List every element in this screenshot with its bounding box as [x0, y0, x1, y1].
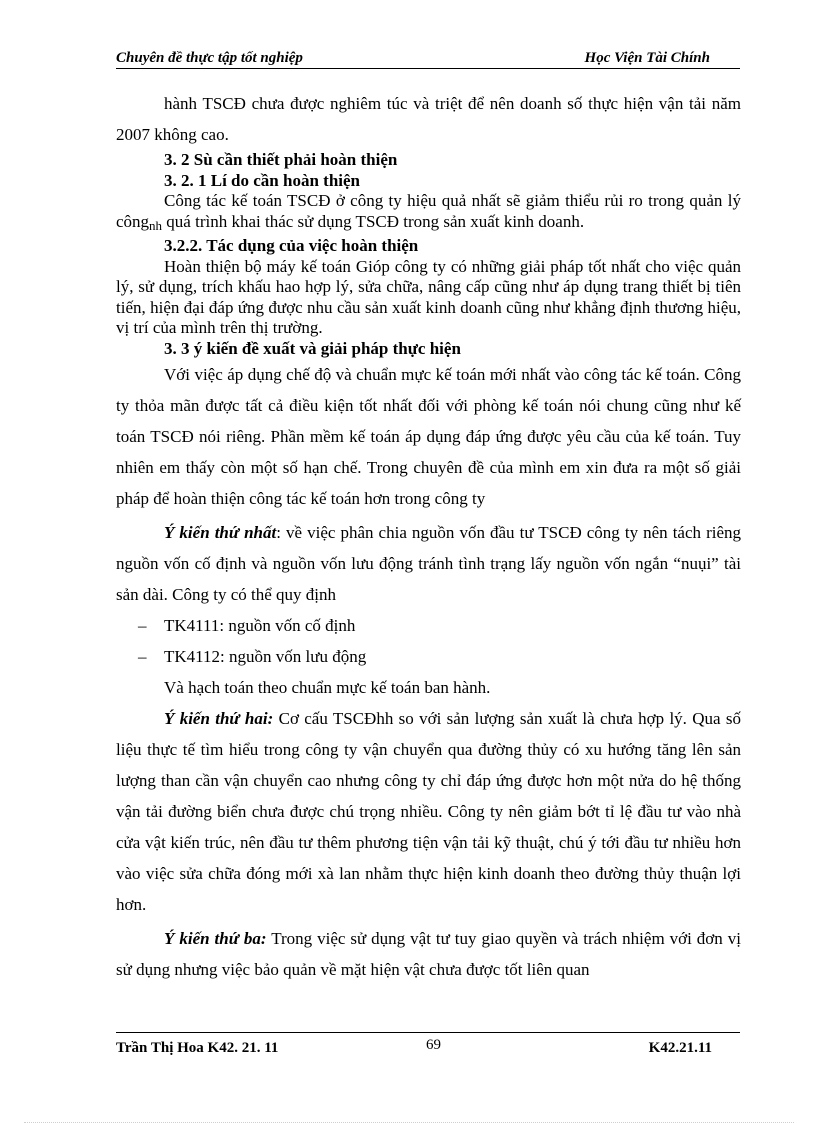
opinion-3-lead: Ý kiến thứ ba: [164, 929, 267, 948]
paragraph-opinion-1 [116, 517, 741, 610]
footer-class-code: K42.21.11 [648, 1040, 712, 1056]
paragraph-continuation: hành TSCĐ chưa được nghiêm túc và triệt để nên doanh số thực hiện vận tải năm 2007 không cao. [116, 94, 741, 144]
header-institution: Học Viện Tài Chính [584, 50, 710, 66]
paragraph-effect: Hoàn thiện bộ máy kế toán Gióp công ty có những giải pháp tốt nhất cho việc quản lý, sử dụng, trích khấu hao hợp lý, sửa chữa, nâng cấp cũng như áp dụng trang thiết bị tiên tiến, hiện đại đáp ứng được nhu cầu sản xuất kinh doanh cũng như khẳng định thương hiệu, vị trí của mình trên thị trường. [116, 256, 741, 337]
list-item [116, 641, 741, 672]
heading-3-3: 3. 3 ý kiến đề xuất và giải pháp thực hiện [164, 338, 461, 358]
page-header [116, 48, 740, 69]
paragraph-opinion-3 [116, 923, 741, 985]
paragraph-reason-text-a: Công tác kế toán TSCĐ ở công ty hiệu quả nhất sẽ giảm thiểu rủi ro trong quản lý công [116, 191, 741, 231]
paragraph-opinion-2 [116, 703, 741, 920]
opinion-1-text: : về việc phân chia nguồn vốn đầu tư TSCĐ công ty nên tách riêng nguồn vốn cố định và nguồn vốn lưu động tránh tình trạng lấy nguồn vốn ngắn “nuụi” tài sản dài. Công ty có thể quy định [116, 523, 741, 604]
paragraph-reason-subscript: nh [149, 217, 163, 233]
opinion-3-text: Trong việc sử dụng vật tư tuy giao quyền và trách nhiệm với đơn vị sử dụng nhưng việc bảo quản về mặt hiện vật chưa được tốt liên quan [116, 929, 741, 979]
paragraph-reason [116, 191, 741, 236]
page-number: 69 [426, 1037, 441, 1053]
list-item [116, 610, 741, 641]
dash-bullet: – [138, 616, 147, 635]
opinion-2-lead: Ý kiến thứ hai: [164, 709, 274, 728]
footer-author: Trần Thị Hoa K42. 21. 11 [116, 1040, 279, 1056]
heading-3-2: 3. 2 Sù cần thiết phải hoàn thiện [164, 150, 398, 169]
page-footer [116, 1032, 740, 1056]
paragraph-accounting-standard: Và hạch toán theo chuẩn mực kế toán ban hành. [164, 678, 491, 697]
opinion-1-lead: Ý kiến thứ nhất [164, 523, 277, 542]
paragraph-reason-text-b: quá trình khai thác sử dụng TSCĐ trong sản xuất kinh doanh. [162, 211, 585, 231]
heading-3-2-1: 3. 2. 1 Lí do cần hoàn thiện [164, 170, 361, 190]
heading-3-2-2: 3.2.2. Tác dụng của việc hoàn thiện [164, 236, 419, 255]
list-item-text: TK4111: nguồn vốn cố định [164, 616, 356, 635]
header-document-title: Chuyên đề thực tập tốt nghiệp [116, 50, 303, 66]
opinion-2-text: Cơ cấu TSCĐhh so với sản lượng sản xuất là chưa hợp lý. Qua số liệu thực tế tìm hiểu trong công ty vận chuyển qua đường thủy có xu hướng tăng lên sản lượng than cần vận chuyển cao nhưng công ty chỉ đáp ứng được hơn một nửa do hệ thống vận tải đường biển chưa được chú trọng nhiều. Công ty nên giảm bớt tỉ lệ đầu tư vào nhà cửa vật kiến trúc, nên đầu tư thêm phương tiện vận tải kỹ thuật, chú ý tới đầu tư nhiều hơn vào việc sửa chữa đóng mới xà lan nhằm thực hiện kinh doanh theo đường thủy thuận lợi hơn. [116, 709, 741, 914]
paragraph-proposal-intro: Với việc áp dụng chế độ và chuẩn mực kế toán mới nhất vào công tác kế toán. Công ty thỏa mãn được tất cả điều kiện tốt nhất đối với phòng kế toán nói chung cũng như kế toán TSCĐ nói riêng. Phần mềm kế toán áp dụng đáp ứng được yêu cầu của kế toán. Tuy nhiên em thấy còn một số hạn chế. Trong chuyên đề của mình em xin đưa ra một số giải pháp để hoàn thiện công tác kế toán hơn trong công ty [116, 365, 741, 508]
page-body [116, 88, 741, 985]
dash-bullet: – [138, 647, 147, 666]
list-item-text: TK4112: nguồn vốn lưu động [164, 647, 367, 666]
